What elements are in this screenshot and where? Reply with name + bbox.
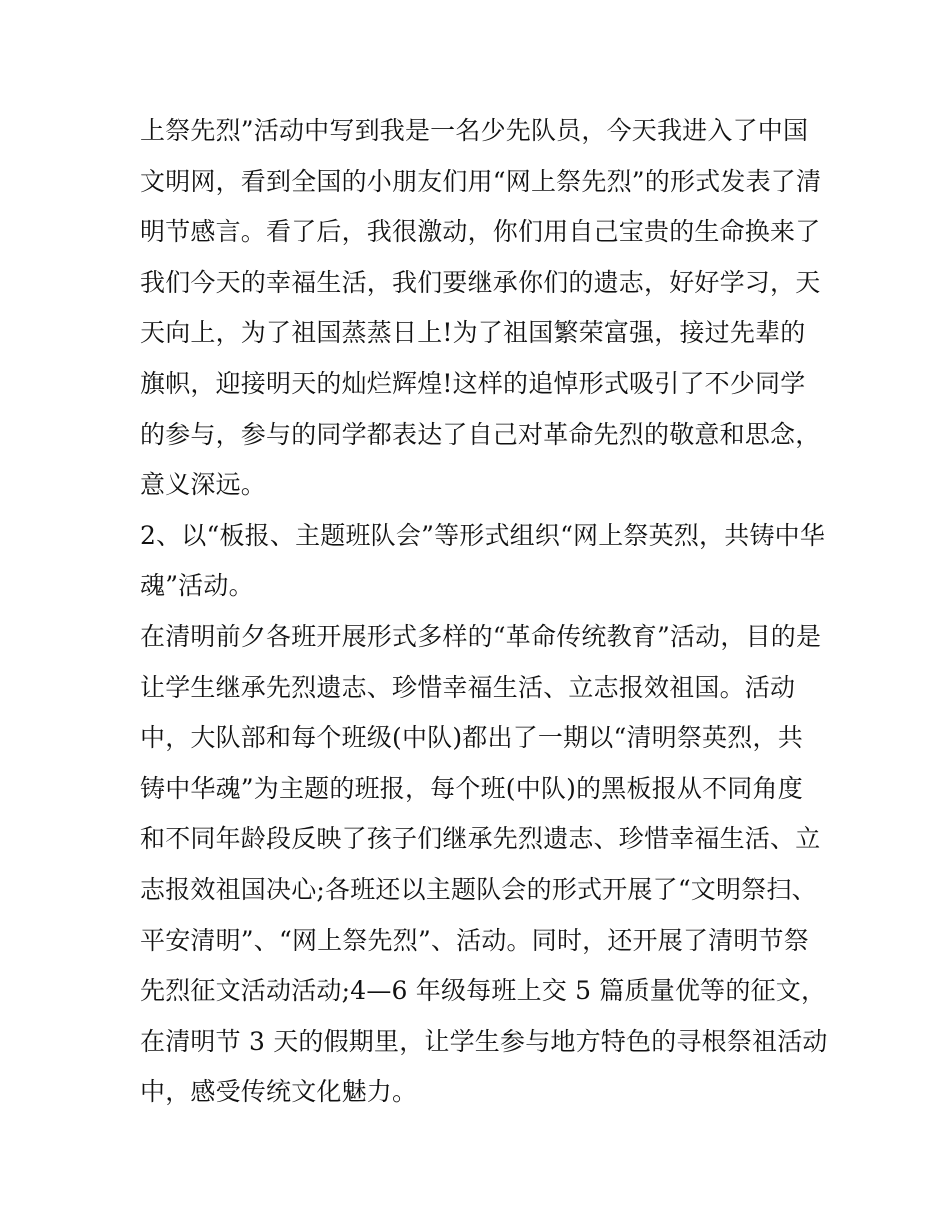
text-line: 我们今天的幸福生活，我们要继承你们的遗志，好好学习，天 [140,267,821,297]
text-line: 魂”活动。 [140,571,254,601]
text-line: 明节感言。看了后，我很激动，你们用自己宝贵的生命换来了 [140,217,821,247]
text-line: 和不同年龄段反映了孩子们继承先烈遗志、珍惜幸福生活、立 [140,824,821,854]
text-line: 先烈征文活动活动;4—6 年级每班上交 5 篇质量优等的征文， [140,976,827,1006]
text-line: 天向上，为了祖国蒸蒸日上!为了祖国繁荣富强，接过先辈的 [140,318,806,348]
text-line: 旗帜，迎接明天的灿烂辉煌!这样的追悼形式吸引了不少同学 [140,368,806,398]
text-line: 在清明前夕各班开展形式多样的“革命传统教育”活动，目的是 [140,621,822,651]
text-line: 让学生继承先烈遗志、珍惜幸福生活、立志报效祖国。活动 [140,672,796,702]
text-line: 在清明节 3 天的假期里，让学生参与地方特色的寻根祭祖活动 [140,1026,828,1056]
text-line: 中，大队部和每个班级(中队)都出了一期以“清明祭英烈，共 [140,723,803,753]
text-line: 意义深远。 [140,470,267,500]
text-line: 的参与，参与的同学都表达了自己对革命先烈的敬意和思念， [140,419,821,449]
text-line: 上祭先烈”活动中写到我是一名少先队员，今天我进入了中国 [140,116,809,145]
text-line: 文明网，看到全国的小朋友们用“网上祭先烈”的形式发表了清 [140,166,822,196]
text-line: 志报效祖国决心;各班还以主题队会的形式开展了“文明祭扫、 [140,874,817,904]
text-line: 中，感受传统文化魅力。 [140,1077,418,1107]
text-line: 2、以“板报、主题班队会”等形式组织“网上祭英烈，共铸中华 [140,520,826,550]
text-line: 平安清明”、“网上祭先烈”、活动。同时，还开展了清明节祭 [140,925,809,955]
document-body [140,106,828,1118]
text-line: 铸中华魂”为主题的班报，每个班(中队)的黑板报从不同角度 [140,773,803,803]
